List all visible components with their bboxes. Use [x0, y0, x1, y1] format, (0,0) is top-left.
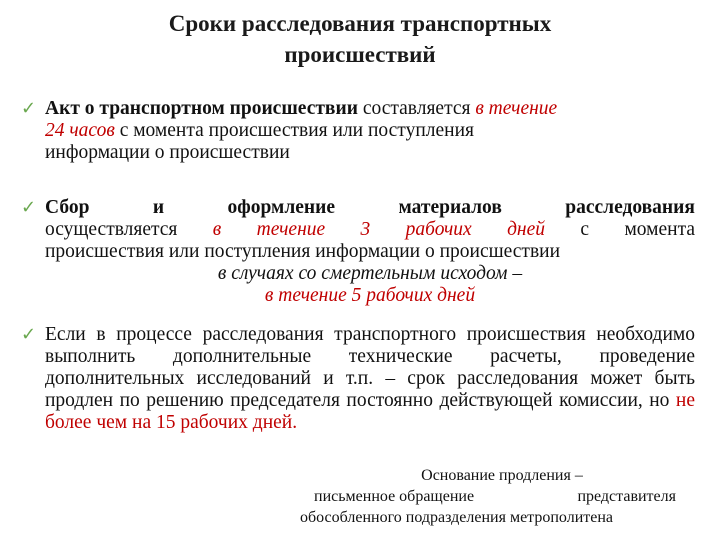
item-3-text — [45, 324, 695, 434]
basis-line-2-b: представителя — [577, 488, 676, 505]
item-2-text — [45, 197, 695, 307]
item-1-deadline-b: 24 часов — [45, 120, 115, 141]
item-2-deadline: в течение 3 рабочих дней — [212, 219, 546, 240]
item-1-line-1 — [45, 98, 695, 120]
slide-title — [0, 8, 720, 70]
item-2-word-4: материалов — [398, 197, 502, 218]
basis-line-3: обособленного подразделения метрополитена — [300, 509, 614, 526]
item-1-text — [45, 98, 695, 164]
basis-line-1: Основание продления – — [421, 467, 583, 484]
item-2-text-a: осуществляется — [45, 219, 213, 240]
item-2-line-1 — [45, 197, 695, 219]
list-item-extension — [21, 324, 695, 434]
item-2-text-b: с момента — [545, 219, 696, 240]
item-1-text-a: составляется — [357, 98, 476, 119]
title-line-1: Сроки расследования транспортных — [168, 11, 552, 36]
checkmark-icon: ✓ — [21, 324, 37, 345]
item-2-line-3: происшествия или поступления информации о происшествии — [45, 241, 561, 262]
list-item-collection — [21, 197, 695, 307]
item-2-word-5: расследования — [565, 197, 695, 218]
item-1-line-2 — [45, 120, 695, 142]
title-line-2: происшествий — [284, 42, 436, 67]
checkmark-icon: ✓ — [21, 98, 37, 119]
basis-line-2 — [300, 486, 698, 507]
item-1-line-3: информации о происшествии — [45, 142, 290, 163]
item-3-body: Если в процессе расследования транспортного происшествия необходимо выполнить дополнительные технические расчеты, проведение дополнительных исследований и т.п. – срок расследования может быть продлен по решению председателя постоянно действующей комиссии, но — [45, 324, 695, 411]
item-1-text-b: с момента происшествия или поступления — [114, 120, 474, 141]
item-1-bold: Акт о транспортном происшествии — [45, 98, 358, 119]
list-item-report — [21, 98, 695, 164]
item-2-fatal-line-1: в случаях со смертельным исходом – — [217, 263, 523, 284]
item-2-word-2: и — [152, 197, 165, 218]
item-1-deadline-a: в течение — [475, 98, 558, 119]
extension-basis-note — [300, 465, 698, 528]
item-2-line-2 — [45, 219, 695, 241]
item-2-word-3: оформление — [227, 197, 336, 218]
basis-line-2-a: письменное обращение — [314, 488, 475, 505]
checkmark-icon: ✓ — [21, 197, 37, 218]
item-3-deadline: не более чем на 15 рабочих дней. — [45, 390, 695, 433]
item-2-word-1: Сбор — [45, 197, 90, 218]
item-2-fatal-line-2: в течение 5 рабочих дней — [264, 285, 476, 306]
